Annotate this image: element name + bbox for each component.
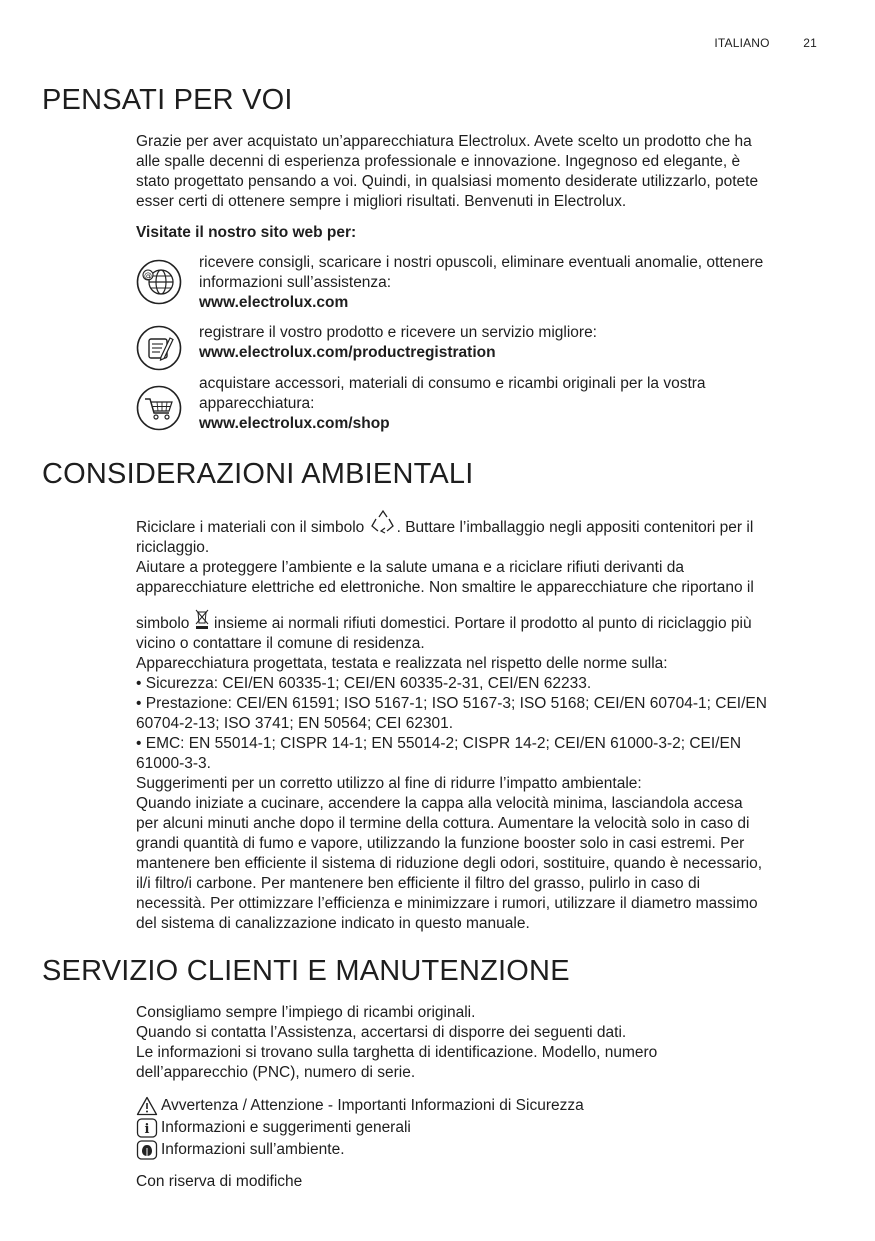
env-line: apparecchiature elettriche ed elettroniche. Non smaltire le apparecchiature che riportano il xyxy=(136,579,754,596)
weee-bin-icon xyxy=(194,608,210,630)
legend-text: Avvertenza / Attenzione - Importanti Informazioni di Sicurezza xyxy=(161,1097,584,1114)
service-paragraph xyxy=(136,1003,826,1083)
legend-text: Informazioni e suggerimenti generali xyxy=(161,1119,411,1136)
legend-item-warning xyxy=(136,1095,584,1117)
legend-item-environment xyxy=(136,1139,584,1161)
env-line: • EMC: EN 55014-1; CISPR 14-1; EN 55014-2; CISPR 14-2; CEI/EN 61000-3-2; CEI/EN xyxy=(136,735,742,752)
intro-line: alle spalle decenni di esperienza professionale e innovazione. Ingegnoso ed elegante, è xyxy=(136,153,741,170)
service-line: Quando si contatta l’Assistenza, accertarsi di disporre dei seguenti dati. xyxy=(136,1024,627,1041)
link-desc-line: registrare il vostro prodotto e ricevere un servizio migliore: xyxy=(199,324,597,341)
info-icon xyxy=(136,1118,158,1138)
env-line: Aiutare a proteggere l’ambiente e la salute umana e a riciclare rifiuti derivanti da xyxy=(136,559,684,576)
visit-label: Visitate il nostro sito web per: xyxy=(136,224,357,241)
intro-line: esser certi di ottenere sempre i migliori risultati. Benvenuti in Electrolux. xyxy=(136,193,627,210)
environment-paragraph xyxy=(136,518,826,934)
section-title-servizio: SERVIZIO CLIENTI E MANUTENZIONE xyxy=(42,955,570,987)
env-line: • Sicurezza: CEI/EN 60335-1; CEI/EN 60335-2-31, CEI/EN 62233. xyxy=(136,675,592,692)
svg-text:i: i xyxy=(144,1122,150,1137)
env-line: mantenere ben efficiente il sistema di riduzione degli odori, sostituire, quando è necessario, xyxy=(136,855,763,872)
svg-text:@: @ xyxy=(144,271,152,280)
link-registration-url[interactable]: www.electrolux.com/productregistration xyxy=(199,344,496,361)
link-desc-line: acquistare accessori, materiali di consumo e ricambi originali per la vostra xyxy=(199,375,706,392)
legend-text: Informazioni sull’ambiente. xyxy=(161,1141,345,1158)
intro-line: Grazie per aver acquistato un’apparecchiatura Electrolux. Avete scelto un prodotto che ha xyxy=(136,133,752,150)
link-desc-line: apparecchiatura: xyxy=(199,395,315,412)
env-line: per alcuni minuti anche dopo il termine della cottura. Aumentare la velocità solo in caso di xyxy=(136,815,750,832)
recycle-icon xyxy=(369,508,397,534)
weee-text-after: insieme ai normali rifiuti domestici. Portare il prodotto al punto di riciclaggio più xyxy=(209,615,752,632)
env-line: • Prestazione: CEI/EN 61591; ISO 5167-1; ISO 5167-3; ISO 5168; CEI/EN 60704-1; CEI/EN xyxy=(136,695,767,712)
env-line: Suggerimenti per un corretto utilizzo al fine di ridurre l’impatto ambientale: xyxy=(136,775,642,792)
env-line: Quando iniziate a cucinare, accendere la cappa alla velocità minima, lasciandola accesa xyxy=(136,795,743,812)
page-number: 21 xyxy=(803,36,817,50)
intro-paragraph xyxy=(136,132,826,212)
env-line: grandi quantità di fumo e vapore, utilizzando la funzione booster solo in casi estremi. Per xyxy=(136,835,745,852)
section-title-ambientali: CONSIDERAZIONI AMBIENTALI xyxy=(42,458,474,490)
env-line: 61000-3-3. xyxy=(136,755,211,772)
service-line: Le informazioni si trovano sulla targhetta di identificazione. Modello, numero xyxy=(136,1044,658,1061)
registration-icon xyxy=(136,325,182,371)
link-shop-url[interactable]: www.electrolux.com/shop xyxy=(199,415,390,432)
section-title-pensati: PENSATI PER VOI xyxy=(42,84,293,116)
env-line: 60704-2-13; ISO 3741; EN 50564; CEI 62301. xyxy=(136,715,454,732)
symbol-legend xyxy=(136,1095,584,1161)
env-line: riciclaggio. xyxy=(136,539,210,556)
language-label: ITALIANO xyxy=(714,36,770,50)
env-line: del sistema di canalizzazione indicato in questo manuale. xyxy=(136,915,530,932)
environment-icon xyxy=(136,1140,158,1160)
env-line: il/i filtro/i carbone. Per mantenere ben efficiente il filtro del grasso, pulirlo in caso di xyxy=(136,875,701,892)
weee-line xyxy=(136,608,826,634)
recycle-line xyxy=(136,518,826,538)
recycle-text-after: . Buttare l’imballaggio negli appositi contenitori per il xyxy=(396,519,754,536)
env-line: necessità. Per ottimizzare l’efficienza e minimizzare i rumori, utilizzare il diametro massimo xyxy=(136,895,758,912)
recycle-text-before: Riciclare i materiali con il simbolo xyxy=(136,519,369,536)
weee-text-before: simbolo xyxy=(136,615,194,632)
cart-icon xyxy=(136,385,182,431)
env-line: Apparecchiatura progettata, testata e realizzata nel rispetto delle norme sulla: xyxy=(136,655,668,672)
legend-item-info xyxy=(136,1117,584,1139)
service-line: dell’apparecchio (PNC), numero di serie. xyxy=(136,1064,416,1081)
globe-icon xyxy=(136,259,182,305)
intro-line: stato progettato pensando a voi. Quindi, in qualsiasi momento desiderate utilizzarlo, potete xyxy=(136,173,759,190)
link-desc-line: informazioni sull’assistenza: xyxy=(199,274,392,291)
link-website-url[interactable]: www.electrolux.com xyxy=(199,294,349,311)
link-desc-line: ricevere consigli, scaricare i nostri opuscoli, eliminare eventuali anomalie, ottenere xyxy=(199,254,764,271)
page-header xyxy=(684,36,817,50)
env-line: vicino o contattare il comune di residenza. xyxy=(136,635,425,652)
service-line: Consigliamo sempre l’impiego di ricambi originali. xyxy=(136,1004,476,1021)
footer-note: Con riserva di modifiche xyxy=(136,1173,303,1190)
warning-icon xyxy=(136,1096,158,1116)
